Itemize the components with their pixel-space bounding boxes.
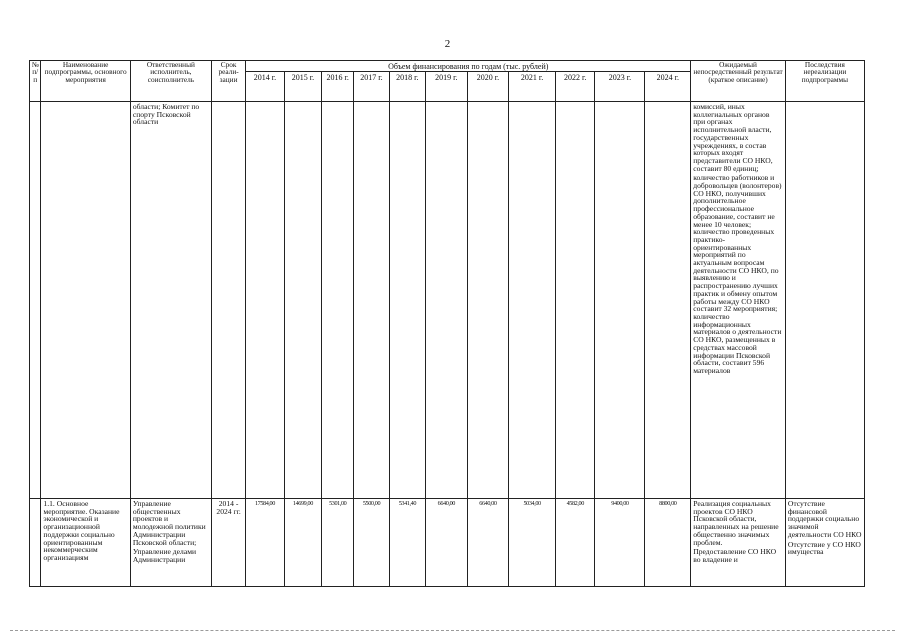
header-year: 2021 г.	[509, 72, 556, 102]
header-year: 2024 г.	[645, 72, 691, 102]
amount-cell: 9400,00	[595, 499, 645, 587]
header-year: 2019 г.	[426, 72, 468, 102]
result-paragraph: Реализация социальных проектов СО НКО Псковской области, направленных на решение общественно значимых проблем.	[693, 499, 779, 547]
executor-paragraph: Управление общественных проектов и молодежной политики Администрации Псковской области;	[132, 499, 206, 547]
result-paragraph: комиссий, иных коллегиальных органов при органах исполнительной власти, государственных учреждениях, в состав которых входят представители СО НКО, составит 80 единиц;	[693, 102, 773, 173]
executor-cell	[130, 499, 211, 587]
header-executor: Ответственный исполнитель, соисполнитель	[130, 61, 211, 102]
result-paragraph: Предоставление СО НКО во владение и	[693, 547, 777, 564]
amount-cell: 5341,40	[389, 499, 425, 587]
scan-edge-line	[10, 630, 895, 631]
amount-cell: 5301,00	[322, 499, 354, 587]
amount-cell: 4582,00	[555, 499, 595, 587]
amount-cell: 6640,00	[467, 499, 509, 587]
header-consequences: Последствия нереализации подпрограммы	[785, 61, 864, 102]
header-year: 2022 г.	[555, 72, 595, 102]
result-cell	[691, 499, 786, 587]
header-year: 2018 г.	[389, 72, 425, 102]
amount-cell: 5500,00	[354, 499, 389, 587]
term-cell: 2014 - 2024 гг.	[211, 499, 245, 587]
amount-cell: 6640,00	[426, 499, 468, 587]
activity-name-cell: 1.1. Основное мероприятие. Оказание экономической и организационной поддержки социально ориентированным некоммерческим организациям	[41, 499, 130, 587]
header-name: Наименование подпрограммы, основного мероприятия	[41, 61, 130, 102]
header-year: 2020 г.	[467, 72, 509, 102]
header-financing: Объем финансирования по годам (тыс. рублей)	[246, 61, 691, 72]
header-no: № п/ п	[30, 61, 41, 102]
amount-cell: 8800,00	[645, 499, 691, 587]
page-number: 2	[444, 38, 451, 50]
header-result: Ожидаемый непосредственный результат (краткое описание)	[691, 61, 786, 102]
executor-cell: области; Комитет по спорту Псковской области	[130, 102, 211, 499]
result-cell	[691, 102, 786, 499]
amount-cell: 5034,00	[509, 499, 556, 587]
consequences-paragraph: Отсутствие финансовой поддержки социально значимой деятельности СО НКО	[787, 499, 862, 539]
amount-cell: 17584,00	[246, 499, 284, 587]
header-year: 2017 г.	[354, 72, 389, 102]
table-row-1-1	[30, 499, 865, 587]
header-year: 2015 г.	[284, 72, 321, 102]
header-year: 2014 г.	[246, 72, 284, 102]
program-table	[29, 60, 865, 587]
table-row-continuation	[30, 102, 865, 499]
result-paragraph: количество работников и добровольцев (волонтеров) СО НКО, получивших дополнительное профессиональное образование, составит не менее 10 человек; количество проведенных практико-ориентированных мероприятий по актуальным вопросам деятельности СО НКО, по выявлению и распространению лучших практик и обмену опытом работы между СО НКО составит 32 мероприятия; количество информационных материалов о деятельности СО НКО, размещенных в средствах массовой информации Псковской области, составит 596 материалов	[693, 173, 782, 375]
header-term: Срок реали-зации	[211, 61, 245, 102]
header-year: 2016 г.	[322, 72, 354, 102]
amount-cell: 14699,00	[284, 499, 321, 587]
consequences-cell	[785, 499, 864, 587]
header-year: 2023 г.	[595, 72, 645, 102]
consequences-paragraph: Отсутствие у СО НКО имущества	[787, 539, 861, 557]
executor-paragraph: Управление делами Администрации	[132, 547, 197, 564]
